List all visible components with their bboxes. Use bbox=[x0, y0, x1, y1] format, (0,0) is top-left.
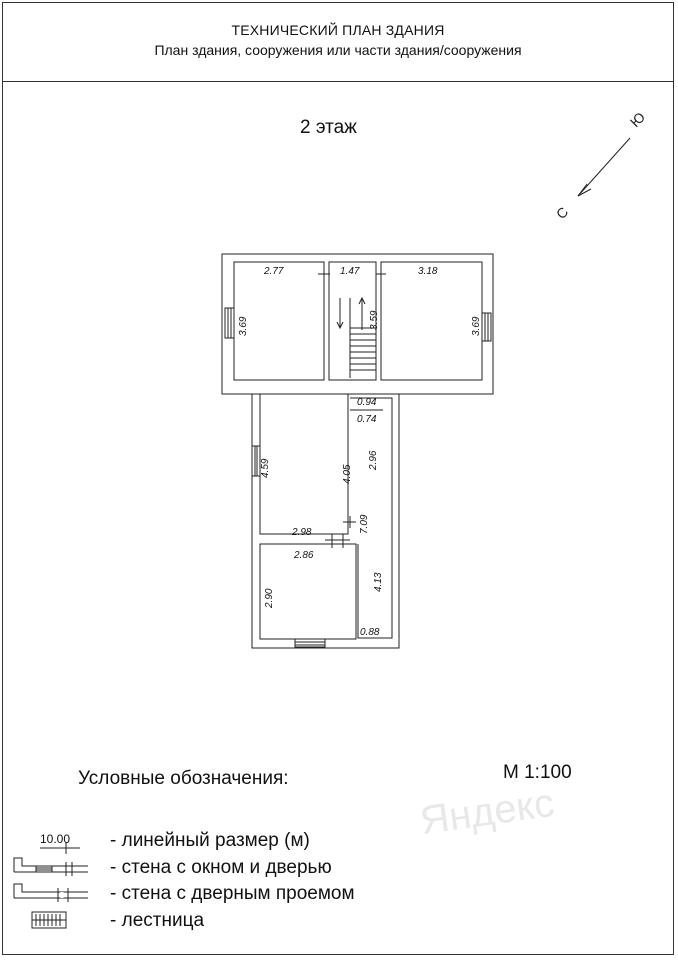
document-title: ТЕХНИЧЕСКИЙ ПЛАН ЗДАНИЯ bbox=[231, 22, 445, 38]
room-right-outline bbox=[381, 262, 482, 380]
dim-corridor-total: 7.09 bbox=[359, 514, 370, 534]
dim-room-right-height: 3.69 bbox=[471, 316, 482, 336]
scale-label: М 1:100 bbox=[503, 762, 572, 783]
window-right-icon bbox=[482, 313, 491, 341]
legend-item-dimension: - линейный размер (м) bbox=[110, 830, 310, 851]
legend-item-door-wall: - стена с дверным проемом bbox=[110, 883, 355, 904]
watermark-logo: Яндекс bbox=[417, 780, 557, 844]
legend-symbols bbox=[14, 842, 88, 928]
dim-stair-length: 3.59 bbox=[369, 310, 380, 330]
dim-mid-room-outer: 4.59 bbox=[260, 458, 271, 478]
legend-door-wall-icon bbox=[14, 884, 88, 902]
window-bottom-icon bbox=[295, 639, 325, 647]
dim-mid-room-width: 2.98 bbox=[292, 527, 312, 538]
dim-corridor-bottom: 0.88 bbox=[360, 627, 380, 638]
document-subtitle: План здания, сооружения или части здания/сооружения bbox=[154, 42, 522, 58]
compass-icon bbox=[553, 109, 648, 222]
dim-bottom-room-width: 2.86 bbox=[294, 550, 314, 561]
legend-title: Условные обозначения: bbox=[78, 768, 289, 789]
legend-window-wall-icon bbox=[14, 858, 88, 876]
legend-sample-value: 10.00 bbox=[40, 832, 71, 846]
dim-hall-top: 0.94 bbox=[357, 397, 377, 408]
window-mid-icon bbox=[252, 446, 260, 476]
compass-north-label: С bbox=[552, 203, 572, 223]
stair-icon bbox=[337, 298, 376, 378]
dim-bottom-room-height: 2.90 bbox=[264, 588, 275, 608]
dim-corridor-lower: 4.13 bbox=[373, 572, 384, 592]
floor-label: 2 этаж bbox=[300, 117, 357, 138]
dim-corridor-top: 0.74 bbox=[357, 414, 377, 425]
mid-room-outline bbox=[260, 394, 348, 534]
legend-item-window-wall: - стена с окном и дверью bbox=[110, 857, 332, 878]
dim-corridor-upper: 2.96 bbox=[368, 450, 379, 470]
dim-room-left-height: 3.69 bbox=[238, 316, 249, 336]
dim-room-right-width: 3.18 bbox=[418, 266, 438, 277]
dim-mid-room-height: 4.05 bbox=[342, 464, 353, 484]
legend-stair-icon bbox=[32, 912, 66, 928]
window-left-icon bbox=[225, 308, 234, 338]
dim-stair-width: 1.47 bbox=[340, 266, 360, 277]
lower-block-outline bbox=[252, 394, 399, 648]
dim-room-left-width: 2.77 bbox=[264, 266, 284, 277]
legend-item-stair: - лестница bbox=[110, 910, 205, 931]
compass-south-label: Ю bbox=[626, 108, 649, 131]
